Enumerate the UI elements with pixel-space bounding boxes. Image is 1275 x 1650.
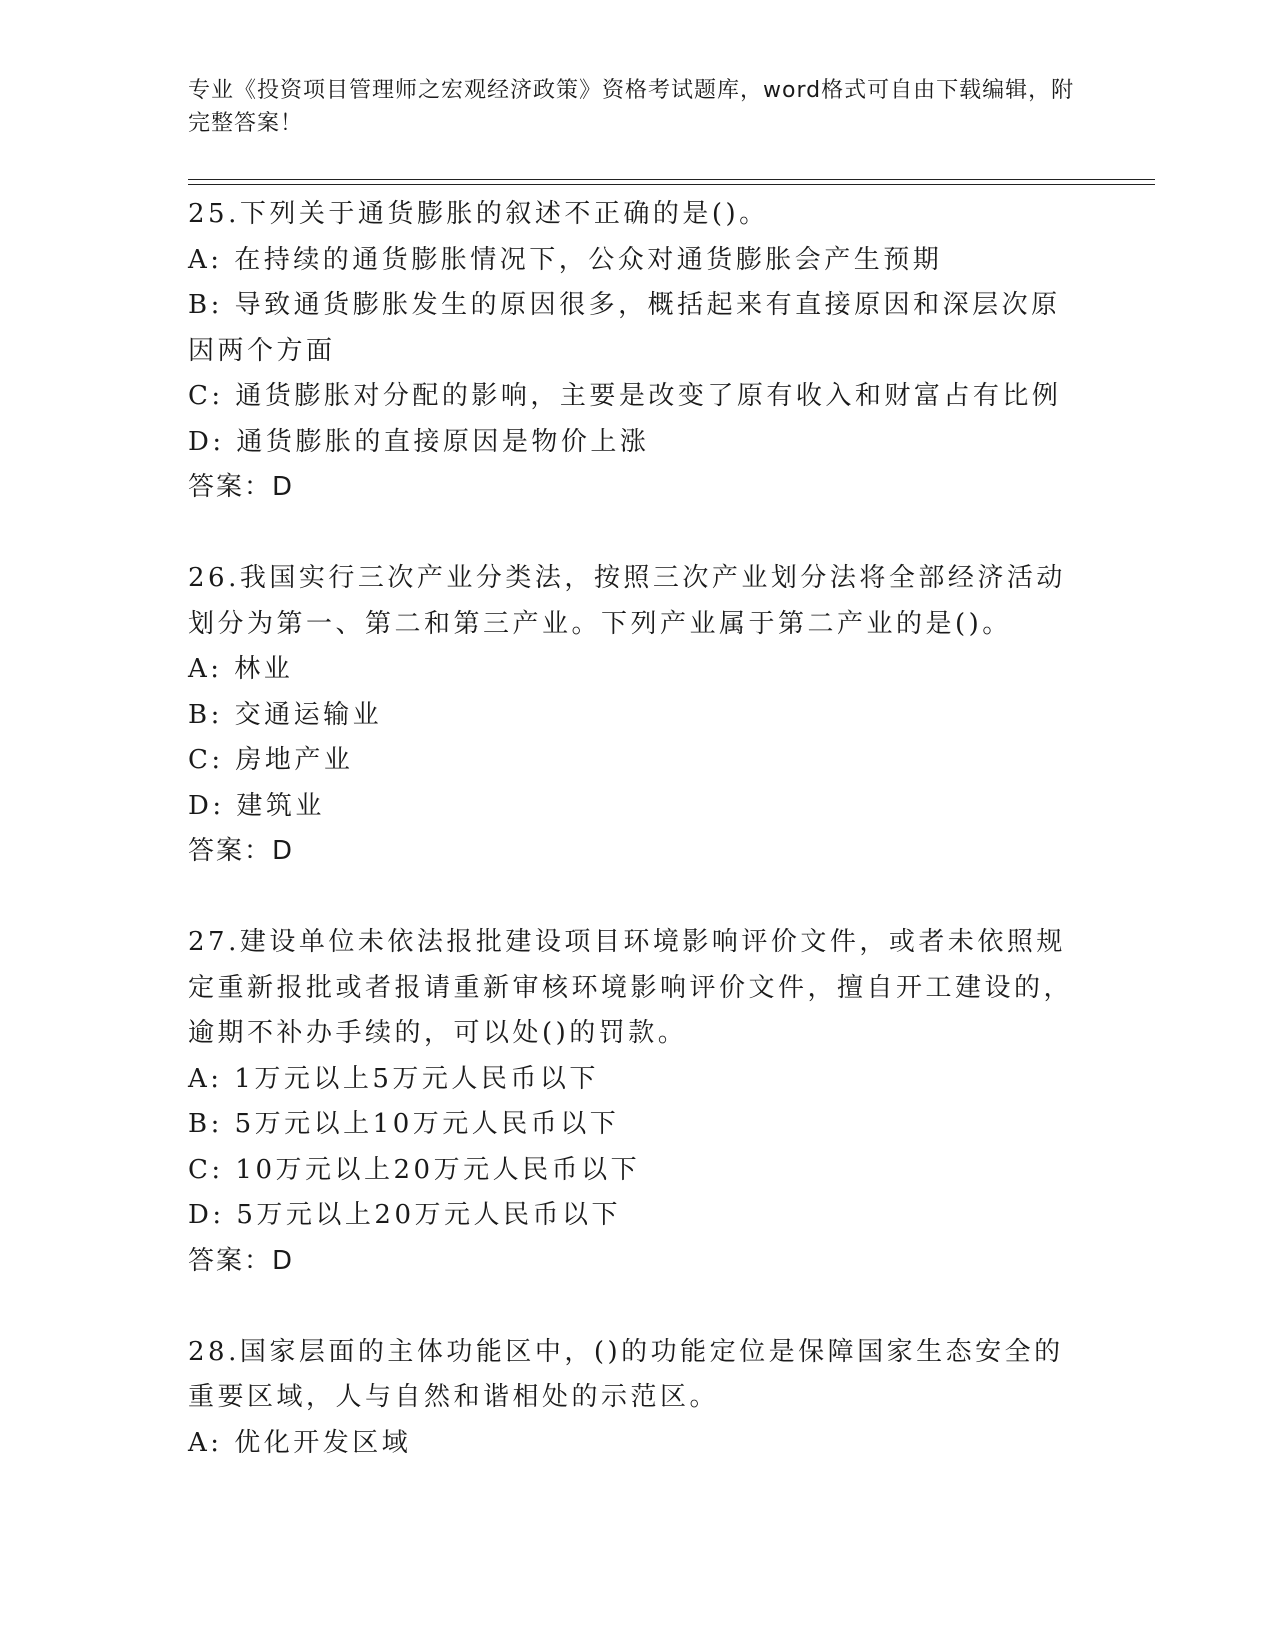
question-answer: 答案：D [188,1245,295,1276]
question-option: C: 10万元以上20万元人民币以下 [188,1154,641,1185]
header-rule-bottom [188,184,1155,185]
question-block [188,920,1088,1284]
question-option: A: 优化开发区域 [188,1427,412,1458]
question-option: D: 5万元以上20万元人民币以下 [188,1200,621,1230]
question-option: A: 1万元以上5万元人民币以下 [188,1063,599,1094]
question-option: A: 在持续的通货膨胀情况下，公众对通货膨胀会产生预期 [188,244,943,275]
question-option: D: 建筑业 [188,790,325,821]
question-stem: 26.我国实行三次产业分类法，按照三次产业划分法将全部经济活动划分为第一、第二和第三产业。下列产业属于第二产业的是()。 [188,563,1066,639]
question-spacer [188,1284,1088,1330]
question-option: C: 通货膨胀对分配的影响，主要是改变了原有收入和财富占有比例 [188,381,1062,411]
question-spacer [188,511,1088,557]
question-block [188,1330,1088,1467]
question-stem: 28.国家层面的主体功能区中，()的功能定位是保障国家生态安全的重要区域，人与自然和谐相处的示范区。 [188,1336,1064,1412]
question-option: B: 交通运输业 [188,699,383,730]
question-option: C: 房地产业 [188,745,354,775]
question-answer: 答案：D [188,472,295,502]
question-spacer [188,875,1088,921]
question-stem: 25.下列关于通货膨胀的叙述不正确的是()。 [188,199,769,229]
question-option: B: 5万元以上10万元人民币以下 [188,1109,620,1139]
question-option: D: 通货膨胀的直接原因是物价上涨 [188,426,650,457]
question-block [188,192,1088,511]
document-header: 专业《投资项目管理师之宏观经济政策》资格考试题库，word格式可自由下载编辑，附完整答案！ [188,78,1075,136]
question-option: B: 导致通货膨胀发生的原因很多，概括起来有直接原因和深层次原因两个方面 [188,290,1061,366]
question-list [188,192,1088,1466]
question-block [188,556,1088,875]
question-stem: 27.建设单位未依法报批建设项目环境影响评价文件，或者未依照规定重新报批或者报请重新审核环境影响评价文件，擅自开工建设的，逾期不补办手续的，可以处()的罚款。 [188,927,1074,1048]
question-answer: 答案：D [188,836,295,866]
question-option: A: 林业 [188,654,294,684]
header-rule-top [188,179,1155,180]
